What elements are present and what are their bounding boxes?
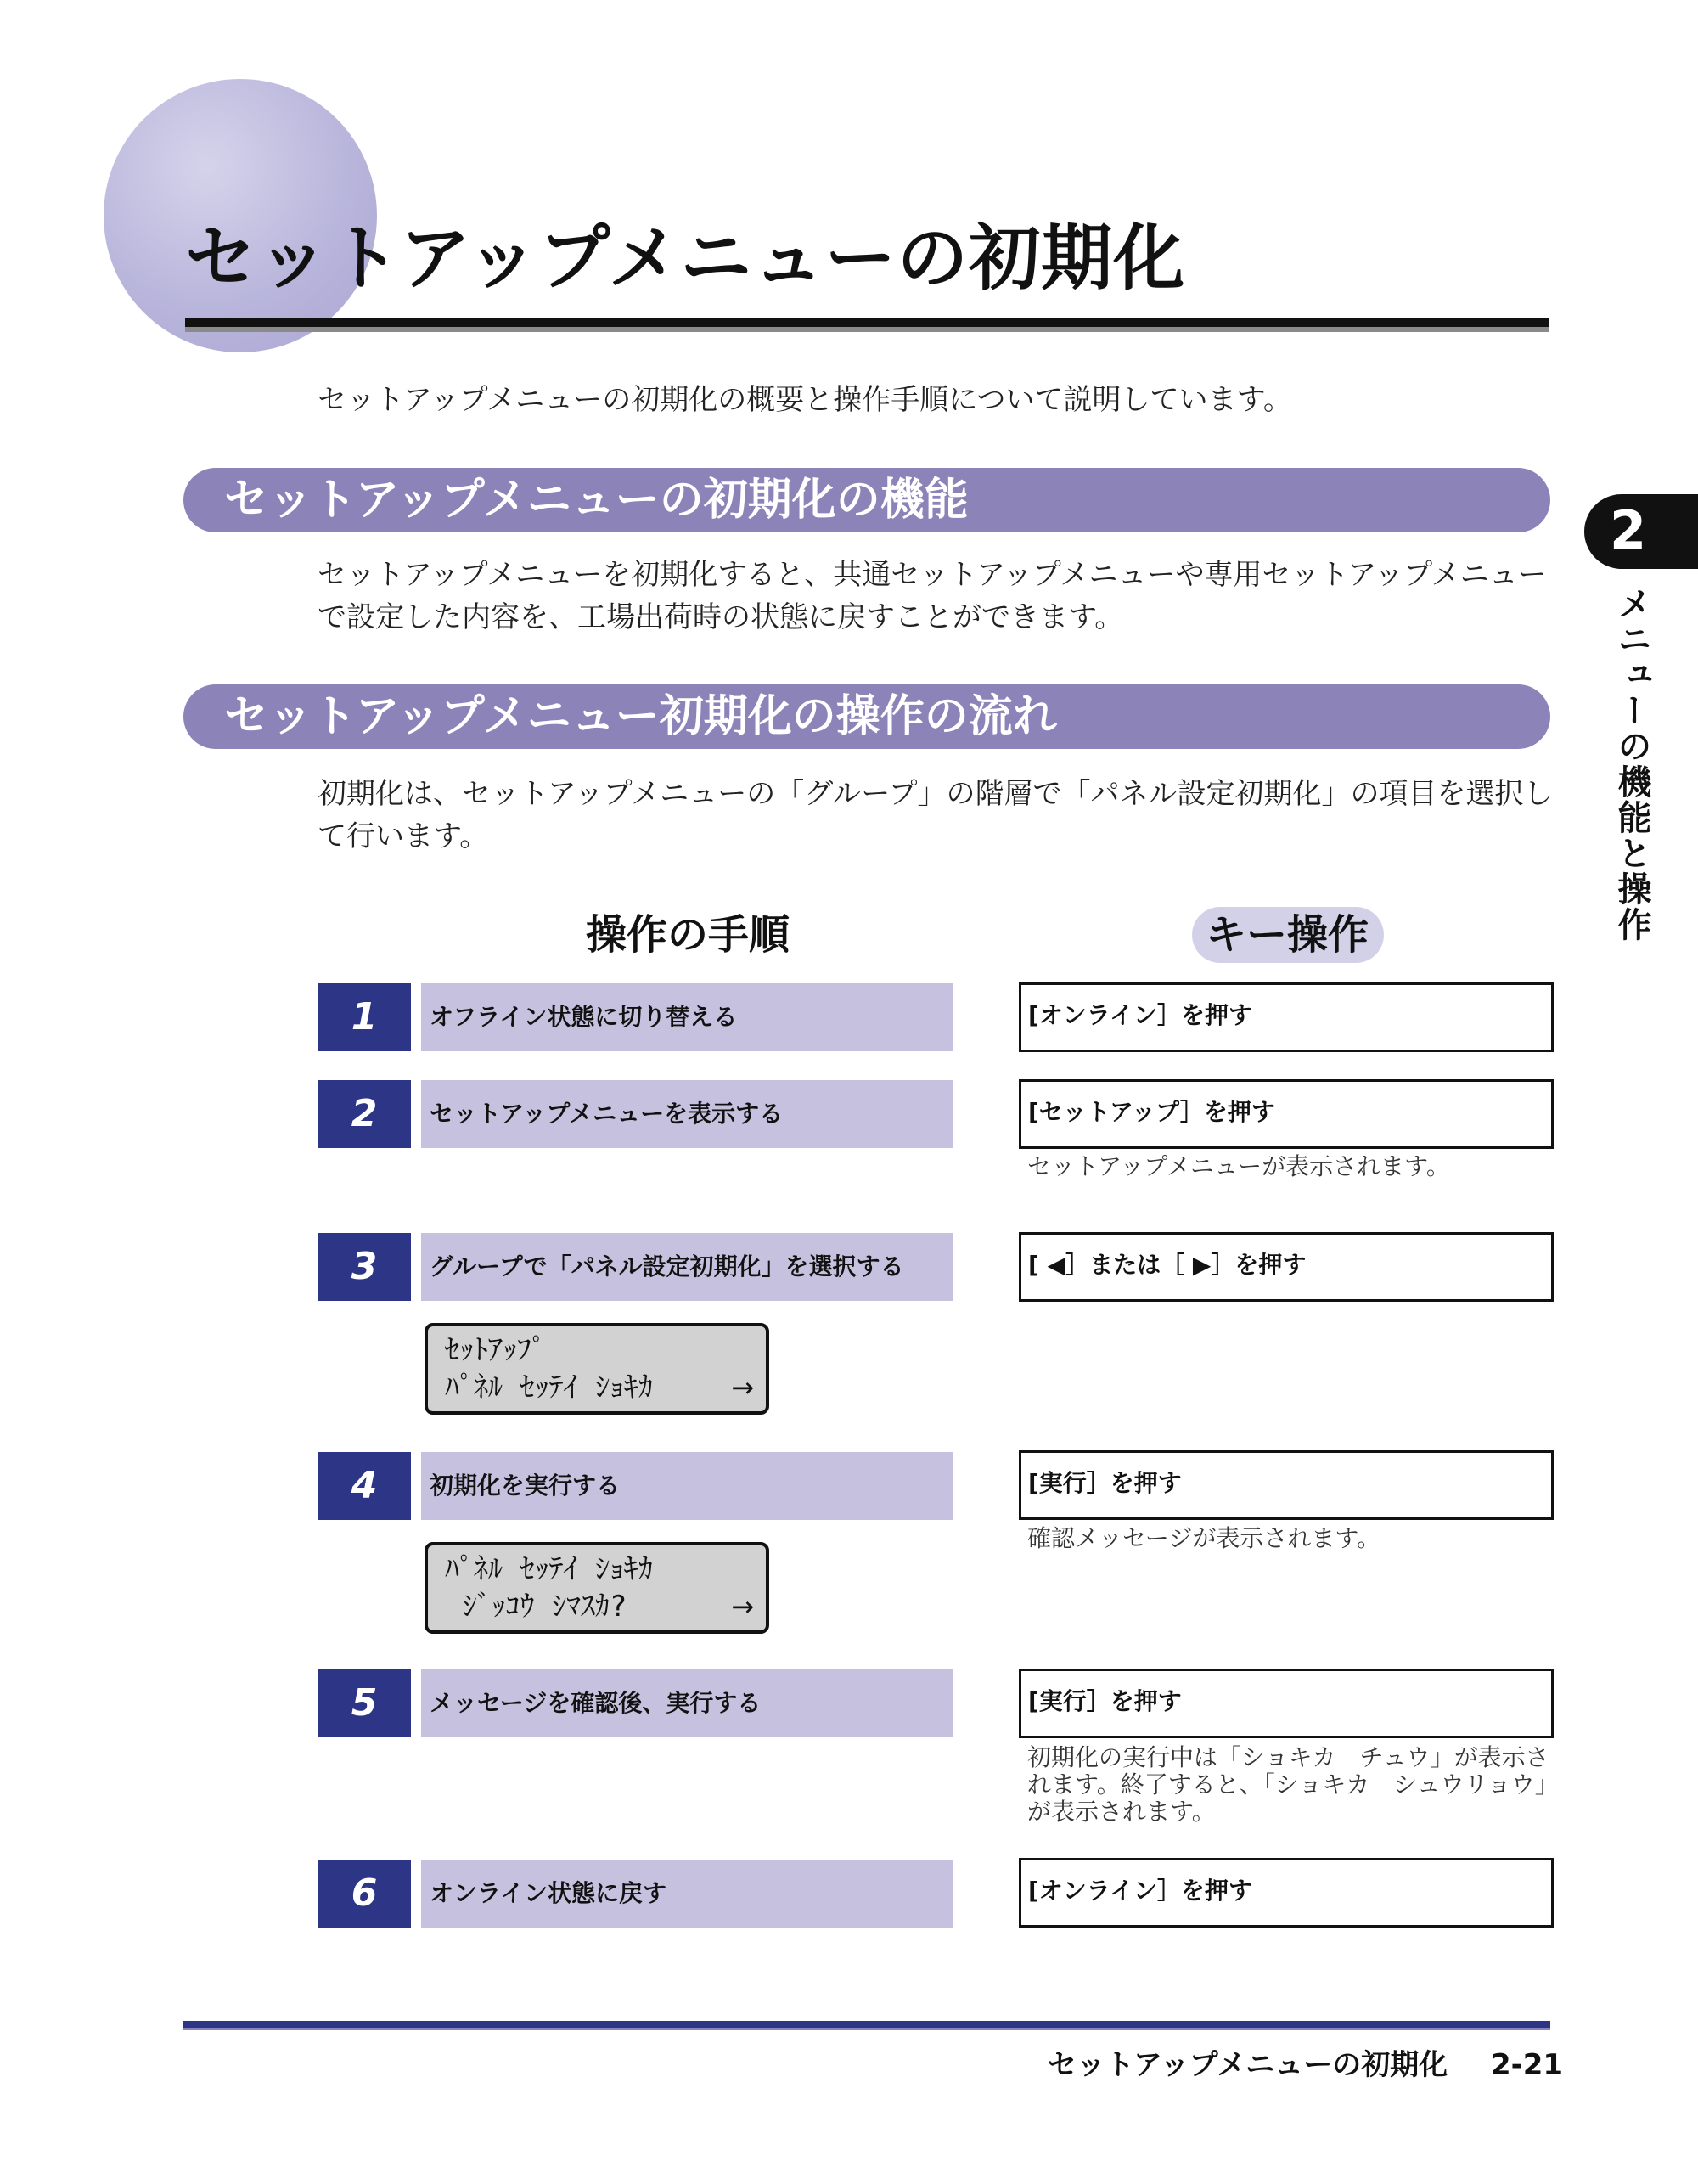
page-number: 2-21 [1491,2048,1564,2082]
section-body: 初期化は、セットアップメニューの「グループ」の階層で「パネル設定初期化」の項目を選択して行います。 [318,777,1553,853]
key-instruction-box [1019,1450,1554,1520]
step-label: オフライン状態に切り替える [430,1003,738,1031]
step-label: 初期化を実行する [430,1472,621,1500]
section-heading: セットアップメニュー初期化の操作の流れ [224,691,1057,742]
lcd-line: ﾊﾟﾈﾙ ｾｯﾃｲ ｼｮｷｶ [445,1371,653,1404]
lcd-line: ｼﾞｯｺｳ ｼﾏｽｶ? [445,1590,627,1624]
step-label-bar [421,1669,953,1737]
key-instruction-box [1019,982,1554,1052]
right-arrow-icon: → [731,1371,754,1404]
decorative-circle [104,79,377,352]
step-label: オンライン状態に戻す [430,1879,667,1907]
procedure-column-heading: 操作の手順 [586,911,790,959]
chapter-label: メニューの機能と操作 [1612,586,1651,943]
footer-rule [183,2021,1550,2028]
step-number: 1 [318,983,411,1051]
step-number: 6 [318,1860,411,1928]
key-instruction: [オンライン］を押す [1028,1877,1252,1905]
key-instruction-box [1019,1858,1554,1928]
step-label: グループで「パネル設定初期化」を選択する [430,1252,904,1281]
lcd-display [424,1542,769,1634]
step-label-bar [421,1080,953,1148]
key-instruction-box [1019,1079,1554,1149]
step-label-bar [421,1860,953,1928]
chapter-tab [1584,494,1698,569]
key-instruction: [オンライン］を押す [1028,1001,1252,1029]
footer-rule-shadow [183,2028,1550,2030]
lcd-line: ｾｯﾄｱｯﾌﾟ [445,1333,546,1367]
intro-text: セットアップメニューの初期化の概要と操作手順について説明しています。 [318,383,1292,417]
key-instruction: [実行］を押す [1028,1687,1182,1715]
title-rule [185,318,1549,327]
key-column-heading: キー操作 [1206,911,1369,959]
step-note: セットアップメニューが表示されます。 [1027,1152,1450,1180]
step-note: 確認メッセージが表示されます。 [1027,1524,1381,1552]
page-title: セットアップメニューの初期化 [185,217,1186,300]
section-body: セットアップメニューを初期化すると、共通セットアップメニューや専用セットアップメニューで設定した内容を、工場出荷時の状態に戻すことができます。 [318,558,1547,634]
key-instruction: [ ◀］または［ ▶］を押す [1028,1251,1307,1279]
step-note: 初期化の実行中は「ショキカ チュウ」が表示されます。終了すると、「ショキカ シュウリョウ」が表示されます。 [1027,1743,1549,1826]
step-label-bar [421,1452,953,1520]
step-number: 2 [318,1080,411,1148]
section-heading: セットアップメニューの初期化の機能 [224,475,969,526]
step-label: セットアップメニューを表示する [430,1100,784,1128]
step-number: 5 [318,1669,411,1737]
step-label-bar [421,1233,953,1301]
key-instruction: [セットアップ］を押す [1028,1098,1275,1126]
step-label-bar [421,983,953,1051]
right-arrow-icon: → [731,1590,754,1623]
footer-title: セットアップメニューの初期化 [1048,2048,1448,2082]
key-instruction-box [1019,1232,1554,1302]
step-label: メッセージを確認後、実行する [430,1689,762,1717]
title-rule-shadow [185,327,1549,332]
lcd-line: ﾊﾟﾈﾙ ｾｯﾃｲ ｼｮｷｶ [445,1552,653,1586]
step-number: 3 [318,1233,411,1301]
section-heading-bar [183,468,1550,532]
key-instruction: [実行］を押す [1028,1469,1182,1497]
lcd-display [424,1323,769,1415]
key-instruction-box [1019,1669,1554,1738]
step-number: 4 [318,1452,411,1520]
section-heading-bar [183,684,1550,749]
chapter-number: 2 [1610,499,1647,561]
